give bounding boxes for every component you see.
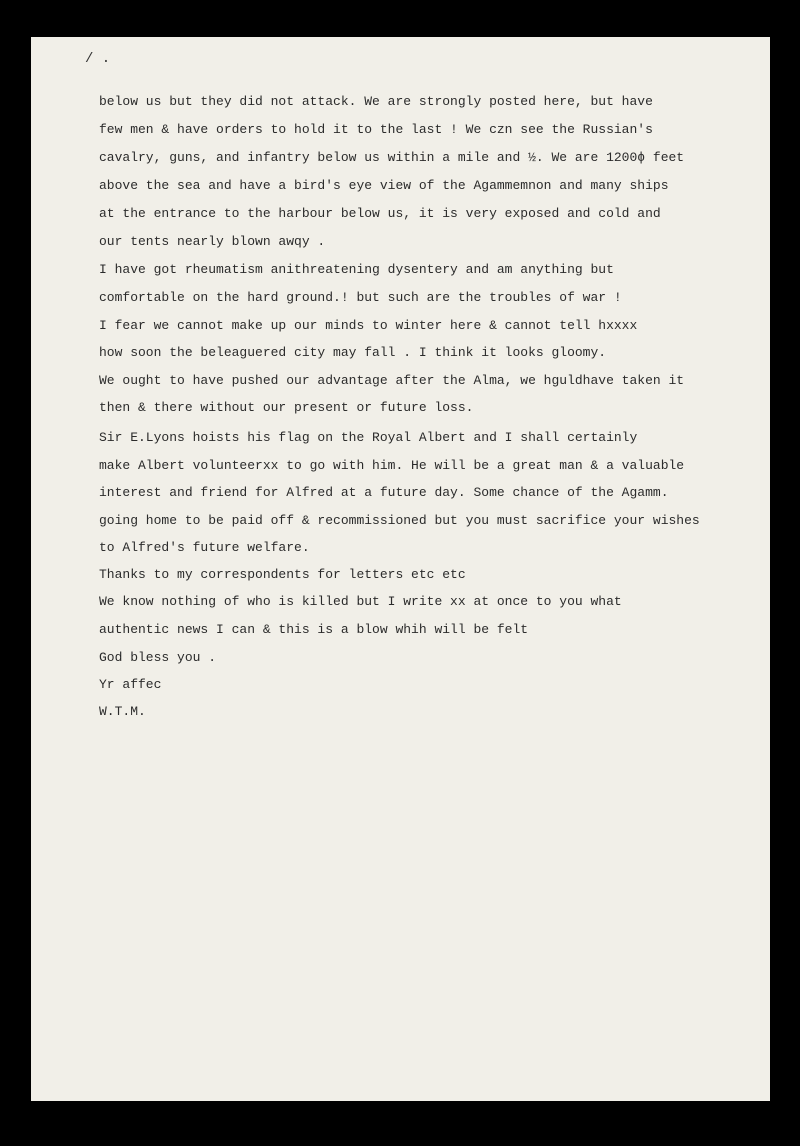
text-line: comfortable on the hard ground.! but such are the troubles of war ! — [99, 290, 622, 305]
text-line: interest and friend for Alfred at a future day. Some chance of the Agamm. — [99, 485, 669, 500]
text-line: below us but they did not attack. We are strongly posted here, but have — [99, 94, 653, 109]
text-line: make Albert volunteerxx to go with him. He will be a great man & a valuable — [99, 458, 685, 473]
text-line: at the entrance to the harbour below us, it is very exposed and cold and — [99, 206, 661, 221]
text-line: Yr affec — [99, 677, 162, 692]
text-line: We ought to have pushed our advantage after the Alma, we hguldhave taken it — [99, 373, 685, 388]
text-line: cavalry, guns, and infantry below us within a mile and ½. We are 1200ɸ feet — [99, 150, 685, 165]
page-mark: / . — [85, 51, 111, 67]
text-line: our tents nearly blown awqy . — [99, 234, 326, 249]
text-line: to Alfred's future welfare. — [99, 540, 310, 555]
text-line: God bless you . — [99, 650, 217, 665]
text-line: Sir E.Lyons hoists his flag on the Royal Albert and I shall certainly — [99, 430, 638, 445]
text-line: Thanks to my correspondents for letters etc etc — [99, 567, 466, 582]
text-line: few men & have orders to hold it to the last ! We czn see the Russian's — [99, 122, 653, 137]
text-line: We know nothing of who is killed but I write xx at once to you what — [99, 594, 622, 609]
text-line: I have got rheumatism anithreatening dysentery and am anything but — [99, 262, 614, 277]
text-line: W.T.M. — [99, 704, 146, 719]
text-line: I fear we cannot make up our minds to winter here & cannot tell hxxxx — [99, 318, 638, 333]
text-line: going home to be paid off & recommissioned but you must sacrifice your wishes — [99, 513, 700, 528]
text-line: then & there without our present or future loss. — [99, 400, 474, 415]
text-line: how soon the beleaguered city may fall . I think it looks gloomy. — [99, 345, 607, 360]
text-line: authentic news I can & this is a blow whih will be felt — [99, 622, 529, 637]
text-line: above the sea and have a bird's eye view of the Agammemnon and many ships — [99, 178, 669, 193]
